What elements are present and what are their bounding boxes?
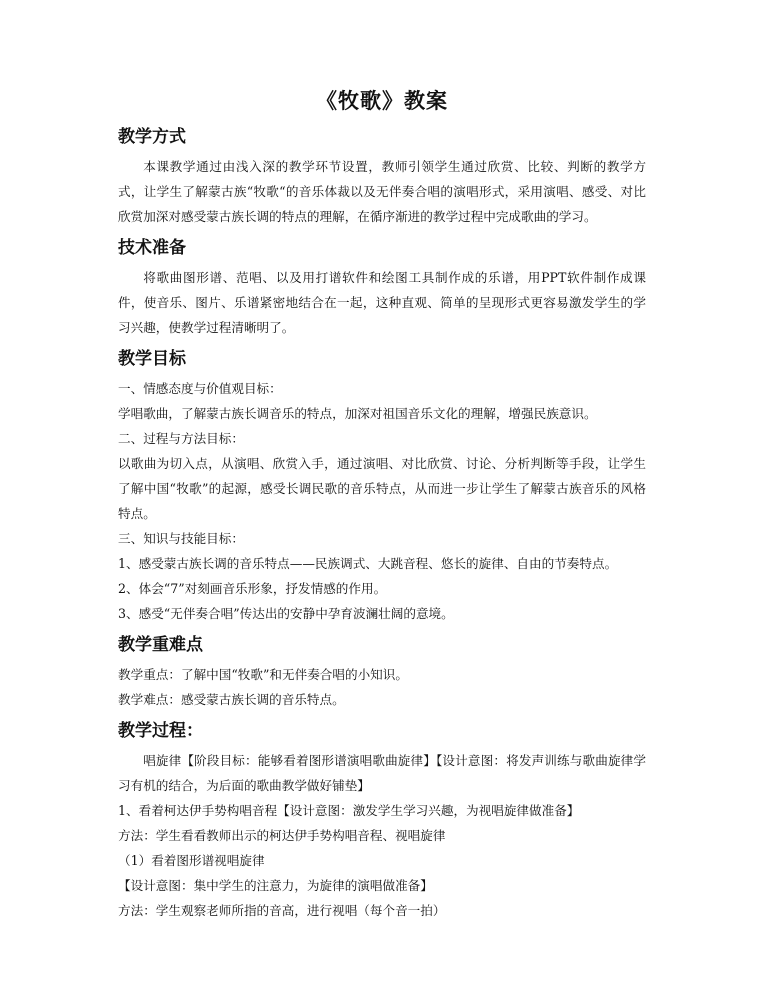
section-heading-teaching-method: 教学方式 xyxy=(118,127,186,147)
paragraph: 方法：学生观察老师所指的音高，进行视唱（每个音一拍） xyxy=(118,903,446,918)
document-title: 《牧歌》教案 xyxy=(316,88,448,113)
section-heading-teaching-goals: 教学目标 xyxy=(118,349,186,369)
paragraph: 本课教学通过由浅入深的教学环节设置，教师引领学生通过欣赏、比较、判断的教学方式，让学生了解蒙古族“牧歌“的音乐体裁以及无伴奏合唱的演唱形式，采用演唱、感受、对比欣赏加深对感受蒙古族长调的特点的理解，在循序渐进的教学过程中完成歌曲的学习。 xyxy=(118,159,646,224)
paragraph: 以歌曲为切入点，从演唱、欣赏入手，通过演唱、对比欣赏、讨论、分析判断等手段，让学生了解中国“牧歌”的起源，感受长调民歌的音乐特点，从而进一步让学生了解蒙古族音乐的风格特点。 xyxy=(118,456,646,521)
section-heading-tech-prep: 技术准备 xyxy=(118,238,186,258)
paragraph: （1）看着图形谱视唱旋律 xyxy=(118,853,265,868)
paragraph: 二、过程与方法目标： xyxy=(118,431,244,446)
paragraph: 3、感受“无伴奏合唱”传达出的安静中孕育波澜壮阔的意境。 xyxy=(118,606,454,621)
paragraph: 教学难点：感受蒙古族长调的音乐特点。 xyxy=(118,692,345,707)
section-heading-teaching-process: 教学过程： xyxy=(118,721,203,741)
paragraph: 教学重点：了解中国“牧歌”和无伴奏合唱的小知识。 xyxy=(118,667,408,682)
paragraph: 学唱歌曲，了解蒙古族长调音乐的特点，加深对祖国音乐文化的理解，增强民族意识。 xyxy=(118,406,597,421)
section-heading-key-points: 教学重难点 xyxy=(118,635,203,655)
paragraph: 三、知识与技能目标： xyxy=(118,531,244,546)
paragraph: 方法：学生看看教师出示的柯达伊手势构唱音程、视唱旋律 xyxy=(118,828,446,843)
paragraph: 1、感受蒙古族长调的音乐特点——民族调式、大跳音程、悠长的旋律、自由的节奏特点。 xyxy=(118,556,618,571)
paragraph: 【设计意图：集中学生的注意力，为旋律的演唱做准备】 xyxy=(118,878,433,893)
paragraph: 1、看着柯达伊手势构唱音程【设计意图：激发学生学习兴趣，为视唱旋律做准备】 xyxy=(118,803,580,818)
paragraph: 唱旋律【阶段目标：能够看着图形谱演唱歌曲旋律】【设计意图：将发声训练与歌曲旋律学习有机的结合，为后面的歌曲教学做好铺垫】 xyxy=(118,753,646,793)
paragraph: 2、体会“7”对刻画音乐形象，抒发情感的作用。 xyxy=(118,581,387,596)
paragraph: 一、情感态度与价值观目标： xyxy=(118,381,282,396)
paragraph: 将歌曲图形谱、范唱、以及用打谱软件和绘图工具制作成的乐谱，用PPT软件制作成课件，使音乐、图片、乐谱紧密地结合在一起，这种直观、简单的呈现形式更容易激发学生的学习兴趣，使教学过程清晰明了。 xyxy=(118,270,646,335)
